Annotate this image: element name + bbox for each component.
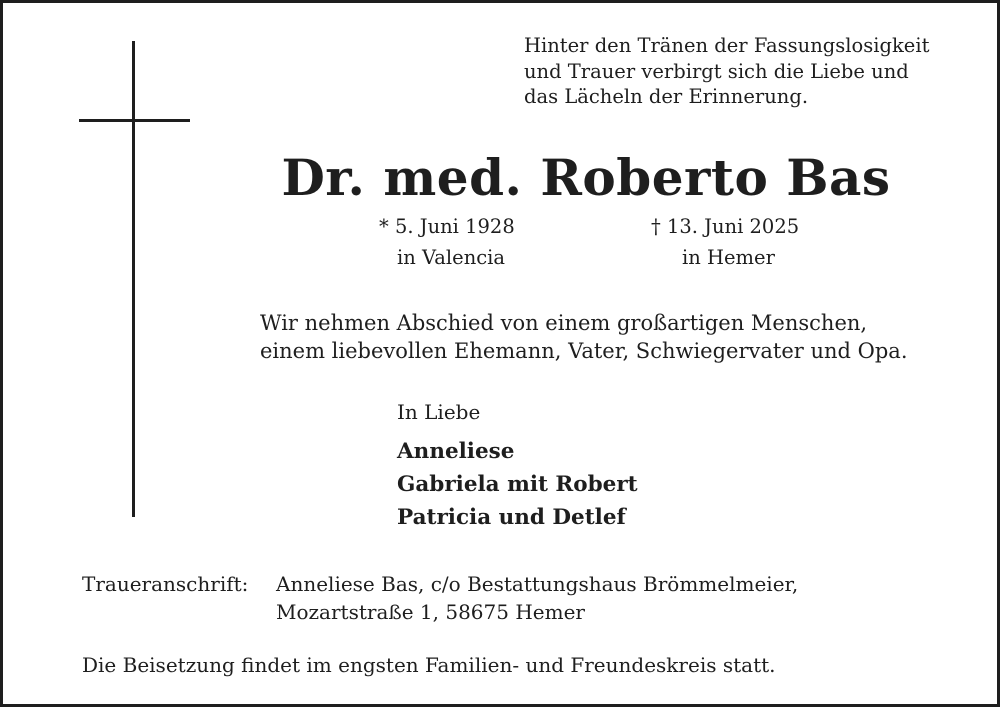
birth-place: in Valencia	[397, 246, 506, 269]
mourners-list	[397, 435, 638, 534]
motto-line: Hinter den Tränen der Fassungslosigkeit	[524, 34, 930, 57]
address-line: Mozartstraße 1, 58675 Hemer	[276, 600, 585, 624]
mourner-name: Gabriela mit Robert	[397, 472, 638, 497]
death-place: in Hemer	[682, 246, 775, 269]
motto-line: das Lächeln der Erinnerung.	[524, 85, 809, 108]
mourning-address	[276, 570, 798, 626]
cross-vertical-bar	[132, 41, 135, 517]
farewell-line: Wir nehmen Abschied von einem großartigen Menschen,	[260, 311, 868, 335]
farewell-text	[260, 309, 908, 365]
death-date: † 13. Juni 2025	[651, 215, 800, 238]
mourner-name: Anneliese	[397, 439, 515, 464]
motto-quote	[524, 33, 984, 110]
signoff: In Liebe	[397, 400, 481, 424]
motto-line: und Trauer verbirgt sich die Liebe und	[524, 59, 909, 83]
farewell-line: einem liebevollen Ehemann, Vater, Schwiegervater und Opa.	[260, 339, 908, 363]
address-label: Traueranschrift:	[82, 572, 249, 596]
cross-horizontal-bar	[79, 119, 190, 122]
birth-date: * 5. Juni 1928	[379, 215, 515, 238]
mourner-name: Patricia und Detlef	[397, 505, 626, 530]
deceased-name: Dr. med. Roberto Bas	[281, 148, 891, 207]
address-line: Anneliese Bas, c/o Bestattungshaus Brömmelmeier,	[276, 572, 799, 596]
burial-note: Die Beisetzung findet im engsten Familien- und Freundeskreis statt.	[82, 653, 776, 677]
